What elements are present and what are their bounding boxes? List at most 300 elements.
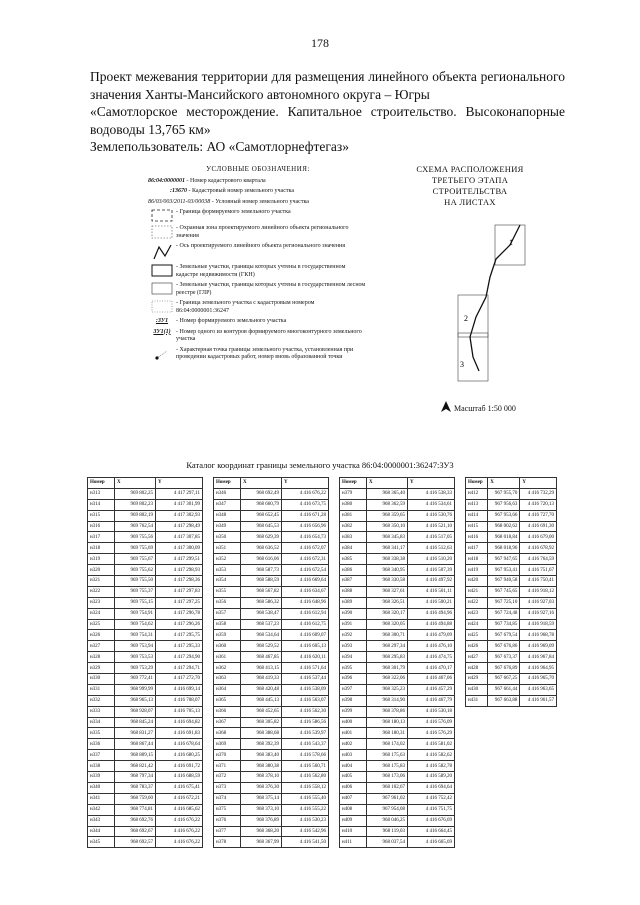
point-number-cell: н324 (88, 608, 115, 619)
col-header-number: Номер (340, 478, 367, 489)
table-row (340, 652, 455, 663)
point-number-cell: н411 (340, 837, 367, 848)
x-coordinate-cell: 969 755,50 (115, 576, 156, 587)
table-row (214, 576, 329, 587)
y-coordinate-cell: 4 416 555,40 (282, 793, 329, 804)
y-coordinate-cell: 4 416 507,39 (408, 565, 455, 576)
point-number-cell: н352 (214, 554, 241, 565)
point-number-cell: н345 (88, 837, 115, 848)
point-number-cell: н341 (88, 793, 115, 804)
x-coordinate-cell: 968 629,39 (241, 532, 282, 543)
point-number-cell: н339 (88, 772, 115, 783)
x-coordinate-cell: 968 320,05 (367, 619, 408, 630)
table-row (214, 608, 329, 619)
table-row (214, 674, 329, 685)
y-coordinate-cell: 4 416 961,57 (520, 695, 557, 706)
plain-rect-icon (148, 282, 176, 295)
table-row (340, 597, 455, 608)
x-coordinate-cell: 968 529,52 (241, 641, 282, 652)
table-row (88, 597, 203, 608)
y-coordinate-cell: 4 416 918,59 (520, 619, 557, 630)
x-coordinate-cell: 969 772,41 (115, 674, 156, 685)
coords-table-3 (339, 477, 455, 848)
point-number-cell: н350 (214, 532, 241, 543)
point-number-cell: н348 (214, 510, 241, 521)
y-coordinate-cell: 4 416 541,50 (282, 837, 329, 848)
x-coordinate-cell: 968 330,58 (367, 576, 408, 587)
y-coordinate-cell: 4 416 558,12 (282, 782, 329, 793)
legend-code: 86:04:0000001 (148, 177, 185, 184)
x-coordinate-cell: 969 755,15 (115, 597, 156, 608)
table-row (214, 619, 329, 630)
point-number-cell: н386 (340, 565, 367, 576)
table-row (466, 684, 557, 695)
point-number-cell: н370 (214, 750, 241, 761)
table-row (214, 739, 329, 750)
table-row (466, 521, 557, 532)
point-number-cell: н417 (466, 543, 488, 554)
point-number-cell: н384 (340, 543, 367, 554)
table-row (340, 630, 455, 641)
y-coordinate-cell: 4 416 581,02 (408, 739, 455, 750)
x-coordinate-cell: 968 587,73 (241, 565, 282, 576)
table-row (340, 565, 455, 576)
x-coordinate-cell: 969 755,69 (115, 543, 156, 554)
y-coordinate-cell: 4 416 534,61 (408, 499, 455, 510)
point-number-cell: н418 (466, 554, 488, 565)
point-number-cell: н335 (88, 728, 115, 739)
x-coordinate-cell: 968 692,76 (115, 815, 156, 826)
y-coordinate-cell: 4 416 560,71 (282, 761, 329, 772)
y-coordinate-cell: 4 416 751,75 (408, 804, 455, 815)
table-row (88, 750, 203, 761)
point-number-cell: н431 (466, 695, 488, 706)
x-coordinate-cell: 968 378,86 (367, 706, 408, 717)
point-number-cell: н364 (214, 684, 241, 695)
y-coordinate-cell: 4 416 676,22 (156, 815, 203, 826)
table-row (214, 521, 329, 532)
point-number-cell: н327 (88, 641, 115, 652)
point-number-cell: н323 (88, 597, 115, 608)
point-icon (148, 347, 176, 361)
point-number-cell: н382 (340, 521, 367, 532)
x-coordinate-cell: 968 467,85 (241, 652, 282, 663)
scheme-title-line-1: СХЕМА РАСПОЛОЖЕНИЯ (416, 164, 524, 174)
y-coordinate-cell: 4 416 562,80 (282, 772, 329, 783)
y-coordinate-cell: 4 416 676,69 (408, 815, 455, 826)
point-number-cell: н391 (340, 619, 367, 630)
x-coordinate-cell: 969 754,31 (115, 630, 156, 641)
point-number-cell: н385 (340, 554, 367, 565)
table-row (214, 652, 329, 663)
table-row (466, 532, 557, 543)
x-coordinate-cell: 967 961,02 (367, 793, 408, 804)
table-row (466, 543, 557, 554)
title-line-4: водоводы 13,765 км» (90, 121, 211, 137)
y-coordinate-cell: 4 417 299,51 (156, 554, 203, 565)
table-row (214, 782, 329, 793)
x-coordinate-cell: 968 692,67 (115, 826, 156, 837)
y-coordinate-cell: 4 416 605,13 (282, 641, 329, 652)
table-row (340, 695, 455, 706)
legend-item-contour-number (148, 329, 368, 344)
point-number-cell: н373 (214, 782, 241, 793)
y-coordinate-cell: 4 416 664,45 (408, 826, 455, 837)
scheme-title-line-3: НА ЛИСТАХ (444, 197, 496, 207)
x-coordinate-cell: 968 783,37 (115, 782, 156, 793)
y-coordinate-cell: 4 417 294,71 (156, 663, 203, 674)
table-row (214, 772, 329, 783)
table-row (466, 576, 557, 587)
col-header-x: X (241, 478, 282, 489)
point-number-cell: н398 (340, 695, 367, 706)
table-row (340, 499, 455, 510)
point-number-cell: н405 (340, 772, 367, 783)
y-coordinate-cell: 4 417 300,09 (156, 543, 203, 554)
y-coordinate-cell: 4 416 578,66 (282, 750, 329, 761)
x-coordinate-cell: 968 867,44 (115, 739, 156, 750)
x-coordinate-cell: 968 392,39 (241, 739, 282, 750)
point-number-cell: н394 (340, 652, 367, 663)
x-coordinate-cell: 968 365,40 (367, 488, 408, 499)
x-coordinate-cell: 968 350,10 (367, 521, 408, 532)
y-coordinate-cell: 4 416 494,88 (408, 619, 455, 630)
point-number-cell: н365 (214, 695, 241, 706)
dotted-rect-icon (148, 300, 176, 313)
x-coordinate-cell: 967 661,44 (488, 684, 520, 695)
x-coordinate-cell: 968 046,25 (367, 815, 408, 826)
legend-code: 86/03/003/2011-03/00038 (148, 198, 211, 205)
x-coordinate-cell: 968 340,95 (367, 565, 408, 576)
col-header-number: Номер (466, 478, 488, 489)
y-coordinate-cell: 4 416 467,06 (408, 674, 455, 685)
table-row (466, 663, 557, 674)
x-coordinate-cell: 968 376,89 (241, 815, 282, 826)
table-row (214, 826, 329, 837)
table-row (214, 543, 329, 554)
point-number-cell: н330 (88, 674, 115, 685)
legend-item-zu-number (148, 318, 368, 326)
legend-text: - Номер одного из контуров формируемого многоконтурного земельного участка (176, 328, 362, 342)
x-coordinate-cell: 968 388,68 (241, 728, 282, 739)
x-coordinate-cell: 968 452,65 (241, 706, 282, 717)
point-number-cell: н425 (466, 630, 488, 641)
x-coordinate-cell: 968 341,17 (367, 543, 408, 554)
legend-text: - Охранная зона проектируемого линейного объекта регионального значения (176, 225, 349, 239)
table-row (340, 804, 455, 815)
x-coordinate-cell: 967 676,86 (488, 641, 520, 652)
table-row (88, 782, 203, 793)
table-row (466, 510, 557, 521)
y-coordinate-cell: 4 416 537,44 (282, 674, 329, 685)
x-coordinate-cell: 968 102,67 (367, 782, 408, 793)
x-coordinate-cell: 968 652,45 (241, 510, 282, 521)
table-row (466, 597, 557, 608)
point-number-cell: н326 (88, 630, 115, 641)
table-row (340, 576, 455, 587)
legend-item-gkn (148, 264, 368, 279)
catalog-title: Каталог координат границы земельного участка 86:04:0000001:36247:ЗУ3 (186, 460, 454, 470)
table-row (88, 565, 203, 576)
y-coordinate-cell: 4 417 301,99 (156, 499, 203, 510)
y-coordinate-cell: 4 417 295,33 (156, 641, 203, 652)
col-header-x: X (488, 478, 520, 489)
table-row (340, 739, 455, 750)
point-number-cell: н317 (88, 532, 115, 543)
y-coordinate-cell: 4 416 656,96 (282, 521, 329, 532)
x-coordinate-cell: 967 940,58 (488, 576, 520, 587)
x-coordinate-cell: 968 297,34 (367, 641, 408, 652)
point-number-cell: н331 (88, 684, 115, 695)
table-row (88, 663, 203, 674)
x-coordinate-cell: 967 953,41 (488, 565, 520, 576)
y-coordinate-cell: 4 416 634,67 (282, 586, 329, 597)
table-row (466, 608, 557, 619)
coords-table-1 (87, 477, 203, 848)
y-coordinate-cell: 4 416 708,07 (156, 695, 203, 706)
x-coordinate-cell: 968 305,82 (241, 717, 282, 728)
y-coordinate-cell: 4 416 539,97 (282, 728, 329, 739)
point-number-cell: н421 (466, 586, 488, 597)
point-number-cell: н371 (214, 761, 241, 772)
x-coordinate-cell: 968 301,79 (367, 663, 408, 674)
point-number-cell: н429 (466, 674, 488, 685)
x-coordinate-cell: 968 368,20 (241, 826, 282, 837)
point-number-cell: н360 (214, 641, 241, 652)
point-number-cell: н368 (214, 728, 241, 739)
scheme-title-line-2: ТРЕТЬЕГО ЭТАПА СТРОИТЕЛЬСТВА (431, 175, 509, 196)
y-coordinate-cell: 4 416 648,96 (282, 597, 329, 608)
y-coordinate-cell: 4 416 752,42 (408, 793, 455, 804)
y-coordinate-cell: 4 417 302,93 (156, 510, 203, 521)
point-number-cell: н413 (466, 499, 488, 510)
point-number-cell: н403 (340, 750, 367, 761)
table-row (88, 772, 203, 783)
title-line-5: Землепользователь: АО «Самотлорнефтегаз» (90, 139, 349, 154)
y-coordinate-cell: 4 416 612,75 (282, 619, 329, 630)
x-coordinate-cell: 967 955,70 (488, 488, 520, 499)
table-row (340, 717, 455, 728)
col-header-number: Номер (214, 478, 241, 489)
y-coordinate-cell: 4 416 576,09 (408, 717, 455, 728)
x-coordinate-cell: 967 745,65 (488, 586, 520, 597)
y-coordinate-cell: 4 416 691,30 (520, 521, 557, 532)
scheme-drawing (440, 205, 540, 390)
y-coordinate-cell: 4 416 521,10 (408, 521, 455, 532)
y-coordinate-cell: 4 416 586,56 (282, 717, 329, 728)
x-coordinate-cell: 968 774,81 (115, 804, 156, 815)
x-coordinate-cell: 968 325,23 (367, 684, 408, 695)
table-row (214, 499, 329, 510)
point-number-cell: н363 (214, 674, 241, 685)
document-title (90, 68, 565, 156)
x-coordinate-cell: 968 534,64 (241, 630, 282, 641)
point-number-cell: н409 (340, 815, 367, 826)
table-row (88, 641, 203, 652)
y-coordinate-cell: 4 417 272,70 (156, 674, 203, 685)
point-number-cell: н387 (340, 576, 367, 587)
point-number-cell: н424 (466, 619, 488, 630)
table-row (340, 521, 455, 532)
y-coordinate-cell: 4 416 620,11 (282, 652, 329, 663)
x-coordinate-cell: 968 445,13 (241, 695, 282, 706)
x-coordinate-cell: 968 419,33 (241, 674, 282, 685)
point-number-cell: н419 (466, 565, 488, 576)
x-coordinate-cell: 967 724,48 (488, 608, 520, 619)
x-coordinate-cell: 969 762,54 (115, 521, 156, 532)
point-number-cell: н328 (88, 652, 115, 663)
table-row (88, 576, 203, 587)
north-arrow-icon (440, 401, 452, 415)
table-row (214, 684, 329, 695)
axis-line-icon (148, 243, 176, 261)
y-coordinate-cell: 4 416 694,82 (156, 717, 203, 728)
x-coordinate-cell: 968 180,31 (367, 728, 408, 739)
coords-table-4 (465, 477, 557, 707)
table-row (340, 641, 455, 652)
x-coordinate-cell: 967 673,37 (488, 652, 520, 663)
point-number-cell: н316 (88, 521, 115, 532)
point-number-cell: н349 (214, 521, 241, 532)
table-row (88, 510, 203, 521)
table-row (88, 543, 203, 554)
x-coordinate-cell: 968 616,06 (241, 554, 282, 565)
point-number-cell: н428 (466, 663, 488, 674)
table-row (214, 750, 329, 761)
scheme-title (395, 164, 545, 208)
y-coordinate-cell: 4 416 678,64 (156, 739, 203, 750)
table-row (214, 804, 329, 815)
point-number-cell: н343 (88, 815, 115, 826)
y-coordinate-cell: 4 417 297,25 (156, 597, 203, 608)
x-coordinate-cell: 968 362,59 (367, 499, 408, 510)
x-coordinate-cell: 968 586,32 (241, 597, 282, 608)
x-coordinate-cell: 968 567,82 (241, 586, 282, 597)
col-header-y: Y (282, 478, 329, 489)
y-coordinate-cell: 4 416 927,03 (520, 597, 557, 608)
table-row (340, 761, 455, 772)
y-coordinate-cell: 4 417 297,83 (156, 586, 203, 597)
point-number-cell: н318 (88, 543, 115, 554)
y-coordinate-cell: 4 416 562,30 (282, 706, 329, 717)
x-coordinate-cell: 968 378,10 (241, 772, 282, 783)
coords-table-2 (213, 477, 329, 848)
x-coordinate-cell: 967 954,08 (367, 804, 408, 815)
table-row (214, 554, 329, 565)
table-row (214, 565, 329, 576)
table-row (214, 488, 329, 499)
table-row (466, 586, 557, 597)
x-coordinate-cell: 968 999,99 (115, 684, 156, 695)
x-coordinate-cell: 968 018,96 (488, 543, 520, 554)
y-coordinate-cell: 4 416 672,21 (156, 793, 203, 804)
point-number-cell: н401 (340, 728, 367, 739)
y-coordinate-cell: 4 416 672,07 (282, 543, 329, 554)
x-coordinate-cell: 968 376,30 (241, 782, 282, 793)
table-row (88, 630, 203, 641)
point-number-cell: н397 (340, 684, 367, 695)
table-row (214, 695, 329, 706)
table-row (340, 586, 455, 597)
point-number-cell: н378 (214, 837, 241, 848)
table-row (88, 837, 203, 848)
table-row (88, 761, 203, 772)
y-coordinate-cell: 4 416 538,33 (408, 488, 455, 499)
x-coordinate-cell: 969 754,62 (115, 619, 156, 630)
legend-item-cadastral-number (148, 188, 368, 196)
point-number-cell: н392 (340, 630, 367, 641)
table-row (340, 684, 455, 695)
table-row (340, 826, 455, 837)
point-number-cell: н346 (214, 488, 241, 499)
point-number-cell: н354 (214, 576, 241, 587)
point-number-cell: н381 (340, 510, 367, 521)
point-number-cell: н379 (340, 488, 367, 499)
x-coordinate-cell: 968 692,57 (115, 837, 156, 848)
table-row (214, 815, 329, 826)
point-number-cell: н375 (214, 804, 241, 815)
x-coordinate-cell: 968 326,51 (367, 597, 408, 608)
point-number-cell: н414 (466, 510, 488, 521)
point-number-cell: н399 (340, 706, 367, 717)
y-coordinate-cell: 4 417 307,85 (156, 532, 203, 543)
x-coordinate-cell: 968 420,48 (241, 684, 282, 695)
sheet-label-3: 3 (460, 360, 464, 369)
table-row (340, 619, 455, 630)
y-coordinate-cell: 4 416 918,12 (520, 586, 557, 597)
col-header-y: Y (408, 478, 455, 489)
x-coordinate-cell: 969 802,23 (115, 499, 156, 510)
table-row (466, 695, 557, 706)
point-number-cell: н426 (466, 641, 488, 652)
x-coordinate-cell: 967 663,88 (488, 695, 520, 706)
point-number-cell: н340 (88, 782, 115, 793)
y-coordinate-cell: 4 416 676,22 (156, 837, 203, 848)
table-row (466, 630, 557, 641)
y-coordinate-cell: 4 416 669,64 (282, 576, 329, 587)
legend (148, 166, 368, 365)
point-number-cell: н389 (340, 597, 367, 608)
y-coordinate-cell: 4 416 764,59 (520, 554, 557, 565)
table-row (88, 586, 203, 597)
point-number-cell: н313 (88, 488, 115, 499)
point-number-cell: н336 (88, 739, 115, 750)
point-number-cell: н374 (214, 793, 241, 804)
point-number-cell: н325 (88, 619, 115, 630)
table-row (466, 565, 557, 576)
y-coordinate-cell: 4 417 296,78 (156, 608, 203, 619)
point-number-cell: н380 (340, 499, 367, 510)
point-number-cell: н344 (88, 826, 115, 837)
y-coordinate-cell: 4 416 672,54 (282, 565, 329, 576)
x-coordinate-cell: 968 797,34 (115, 772, 156, 783)
table-row (214, 663, 329, 674)
point-number-cell: н372 (214, 772, 241, 783)
table-row (466, 554, 557, 565)
legend-code: ЗУ1(1) (153, 328, 171, 335)
y-coordinate-cell: 4 417 298,49 (156, 521, 203, 532)
table-row (88, 532, 203, 543)
table-row (340, 532, 455, 543)
point-number-cell: н407 (340, 793, 367, 804)
point-number-cell: н329 (88, 663, 115, 674)
x-coordinate-cell: 968 175,83 (367, 761, 408, 772)
x-coordinate-cell: 968 327,61 (367, 586, 408, 597)
table-row (340, 837, 455, 848)
y-coordinate-cell: 4 417 297,11 (156, 488, 203, 499)
dashed-rect-icon (148, 209, 176, 222)
x-coordinate-cell: 969 753,29 (115, 663, 156, 674)
